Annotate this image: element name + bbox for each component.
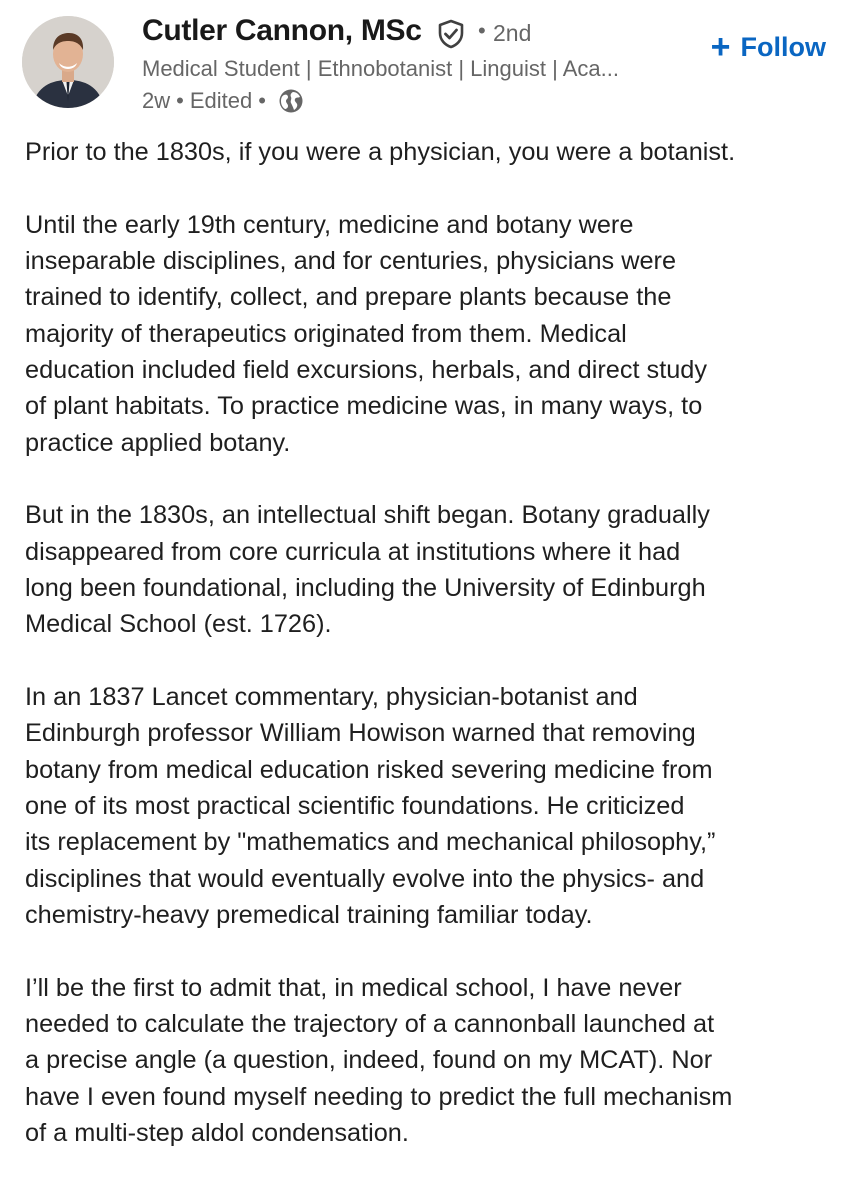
- author-avatar[interactable]: [22, 16, 114, 108]
- follow-button[interactable]: [711, 30, 826, 64]
- globe-icon: [278, 88, 304, 114]
- post-body: [25, 134, 830, 1151]
- edited-label: Edited: [189, 88, 253, 113]
- follow-label: Follow: [740, 31, 826, 62]
- separator-dot: •: [258, 88, 266, 113]
- separator-dot: •: [478, 18, 486, 43]
- connection-degree: 2nd: [493, 20, 532, 46]
- post-age: 2w: [142, 88, 171, 113]
- post-header: [0, 0, 850, 130]
- post-paragraph: I’ll be the first to admit that, in medical school, I have never needed to calculate the trajectory of a cannonball launched at a precise angle (a question, indeed, found on my MCAT). Nor have I even found myself needing to predict the full mechanism of a multi-step aldol condensation.: [25, 973, 733, 1147]
- avatar-photo: [22, 16, 114, 108]
- post-paragraph: In an 1837 Lancet commentary, physician-botanist and Edinburgh professor William Howison warned that removing botany from medical education risked severing medicine from one of its most practical scientific foundations. He criticized its replacement by "mathematics and mechanical philosophy,” disciplines that would eventually evolve into the physics- and chemistry-heavy premedical training familiar today.: [25, 683, 716, 929]
- post-meta: [142, 87, 304, 115]
- separator-dot: •: [176, 88, 184, 113]
- author-headline: Medical Student | Ethnobotanist | Linguist | Aca...: [142, 56, 619, 81]
- plus-icon: +: [710, 28, 731, 66]
- author-name[interactable]: Cutler Cannon, MSc: [142, 14, 422, 47]
- post-paragraph: Until the early 19th century, medicine and botany were inseparable disciplines, and for centuries, physicians were trained to identify, collect, and prepare plants because the majority of therapeutics originated from them. Medical education included field excursions, herbals, and direct study of plant habitats. To practice medicine was, in many ways, to practice applied botany.: [25, 210, 708, 457]
- verified-shield-icon: [436, 19, 466, 49]
- post-paragraph: But in the 1830s, an intellectual shift began. Botany gradually disappeared from core curricula at institutions where it had long been foundational, including the University of Edinburgh Medical School (est. 1726).: [25, 501, 710, 639]
- post-paragraph: Prior to the 1830s, if you were a physician, you were a botanist.: [25, 138, 736, 166]
